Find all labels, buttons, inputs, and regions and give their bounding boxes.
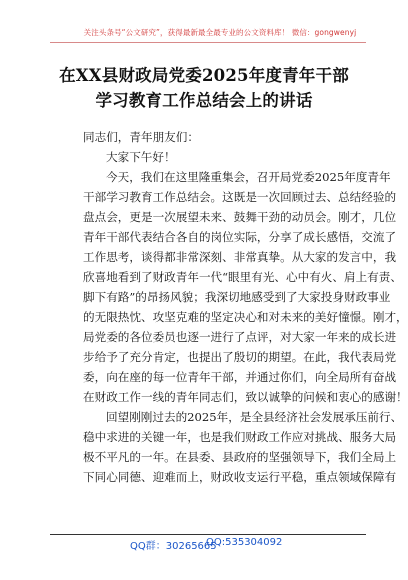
body-line: 的无限热忱、攻坚克难的坚定决心和对未来的美好憧憬。刚才， (83, 310, 408, 324)
body-line: 稳中求进的关键一年，也是我们财政工作应对挑战、服务大局 (83, 430, 397, 444)
footer-qq-group: QQ群：30265665 (130, 541, 217, 552)
footer-qq-number: QQ:535304092 (206, 537, 283, 548)
greeting: 大家下午好！ (106, 150, 176, 164)
document-title-line-1: 在XX县财政局党委2025年度青年干部 (59, 66, 349, 85)
body-line: 青年干部代表结合各自的岗位实际，分享了成长感悟，交流了 (83, 230, 397, 244)
body-line: 回望刚刚过去的2025年，是全县经济社会发展承压前行、 (106, 410, 403, 424)
body-line: 极不平凡的一年。在县委、县政府的坚强领导下，我们全局上 (83, 450, 397, 464)
body-line: 盘点会，更是一次展望未来、鼓舞干劲的动员会。刚才，几位 (83, 210, 397, 224)
body-line: 委，向在座的每一位青年干部，并通过你们，向全局所有奋战 (83, 370, 397, 384)
body-line: 干部学习教育工作总结会。这既是一次回顾过去、总结经验的 (83, 190, 397, 204)
body-line: 今天，我们在这里隆重集会，召开局党委2025年度青年 (106, 170, 391, 184)
salutation: 同志们，青年朋友们： (83, 130, 199, 144)
body-line: 步给予了充分肯定，也提出了殷切的期望。在此，我代表局党 (83, 350, 397, 364)
header-banner: 关注头条号“公文研究”，获得最新最全最专业的公文资料库！ 微信：gongwenyj (83, 28, 357, 37)
body-line: 工作思考，谈得都非常深刻、非常真挚。从大家的发言中，我 (83, 250, 397, 264)
document-title-line-2: 学习教育工作总结会上的讲话 (95, 91, 313, 110)
footer-divider (50, 534, 366, 535)
header-divider (50, 42, 366, 43)
body-line: 在财政工作一线的青年同志们，致以诚挚的问候和衷心的感谢！ (83, 390, 408, 404)
body-line: 欣喜地看到了财政青年一代“眼里有光、心中有火、肩上有责、 (83, 270, 402, 284)
body-line: 下同心同德、迎难而上，财政收支运行平稳，重点领域保障有 (83, 470, 397, 484)
body-line: 局党委的各位委员也逐一进行了点评，对大家一年来的成长进 (83, 330, 397, 344)
body-line: 脚下有路”的昂扬风貌；我深切地感受到了大家投身财政事业 (83, 290, 391, 304)
speech-body (83, 127, 408, 487)
